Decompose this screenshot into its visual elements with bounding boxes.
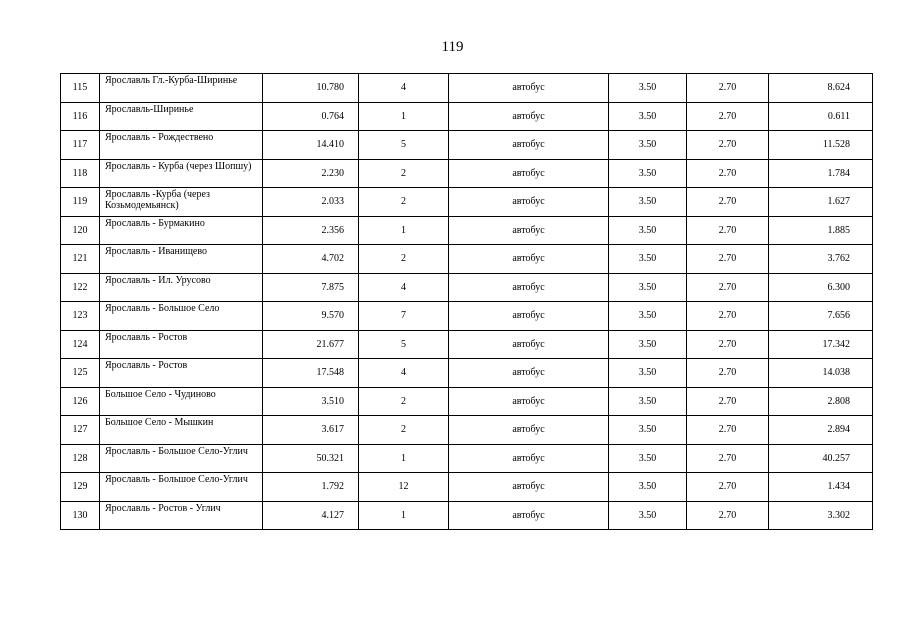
distance-cell: 10.780 [263,74,359,103]
row-number-cell: 116 [61,102,100,131]
value-1-cell: 3.50 [609,131,687,160]
count-cell: 2 [359,159,449,188]
value-1-cell: 3.50 [609,387,687,416]
value-1-cell: 3.50 [609,330,687,359]
table-row [61,216,873,245]
route-name-cell: Ярославль - Большое Село-Углич [100,473,263,502]
distance-cell: 4.127 [263,501,359,530]
distance-cell: 17.548 [263,359,359,388]
route-name-cell: Ярославль - Большое Село-Углич [100,444,263,473]
distance-cell: 4.702 [263,245,359,274]
distance-cell: 3.510 [263,387,359,416]
table-row [61,102,873,131]
distance-cell: 2.230 [263,159,359,188]
route-name-cell: Ярославль Гл.-Курба-Ширинье [100,74,263,103]
total-cell: 3.762 [769,245,873,274]
count-cell: 2 [359,245,449,274]
value-1-cell: 3.50 [609,216,687,245]
table-row [61,245,873,274]
count-cell: 4 [359,273,449,302]
count-cell: 4 [359,74,449,103]
row-number-cell: 120 [61,216,100,245]
value-2-cell: 2.70 [687,245,769,274]
value-1-cell: 3.50 [609,501,687,530]
table-row [61,444,873,473]
value-1-cell: 3.50 [609,302,687,331]
value-2-cell: 2.70 [687,473,769,502]
table-row [61,74,873,103]
total-cell: 3.302 [769,501,873,530]
count-cell: 2 [359,387,449,416]
count-cell: 4 [359,359,449,388]
routes-table [60,73,873,530]
distance-cell: 50.321 [263,444,359,473]
row-number-cell: 127 [61,416,100,445]
total-cell: 1.627 [769,188,873,217]
total-cell: 11.528 [769,131,873,160]
row-number-cell: 123 [61,302,100,331]
table-body [61,74,873,530]
route-name-cell: Большое Село - Мышкин [100,416,263,445]
distance-cell: 1.792 [263,473,359,502]
value-1-cell: 3.50 [609,473,687,502]
distance-cell: 3.617 [263,416,359,445]
table-row [61,131,873,160]
total-cell: 8.624 [769,74,873,103]
route-name-cell: Ярославль -Курба (через Козьмодемьянск) [100,188,263,217]
route-name-cell: Ярославль - Бурмакино [100,216,263,245]
total-cell: 14.038 [769,359,873,388]
distance-cell: 2.033 [263,188,359,217]
value-1-cell: 3.50 [609,74,687,103]
total-cell: 7.656 [769,302,873,331]
count-cell: 1 [359,216,449,245]
value-1-cell: 3.50 [609,102,687,131]
transport-type-cell: автобус [449,216,609,245]
transport-type-cell: автобус [449,359,609,388]
route-name-cell: Ярославль - Курба (через Шопшу) [100,159,263,188]
table-row [61,188,873,217]
count-cell: 5 [359,330,449,359]
value-1-cell: 3.50 [609,188,687,217]
value-2-cell: 2.70 [687,359,769,388]
value-2-cell: 2.70 [687,159,769,188]
row-number-cell: 115 [61,74,100,103]
transport-type-cell: автобус [449,188,609,217]
route-name-cell: Ярославль-Ширинье [100,102,263,131]
total-cell: 1.784 [769,159,873,188]
table-row [61,387,873,416]
count-cell: 2 [359,188,449,217]
distance-cell: 2.356 [263,216,359,245]
value-2-cell: 2.70 [687,501,769,530]
row-number-cell: 118 [61,159,100,188]
row-number-cell: 126 [61,387,100,416]
table-row [61,501,873,530]
distance-cell: 0.764 [263,102,359,131]
row-number-cell: 119 [61,188,100,217]
value-2-cell: 2.70 [687,330,769,359]
transport-type-cell: автобус [449,330,609,359]
row-number-cell: 117 [61,131,100,160]
value-1-cell: 3.50 [609,245,687,274]
count-cell: 1 [359,444,449,473]
route-name-cell: Ярославль - Ил. Урусово [100,273,263,302]
table-row [61,273,873,302]
value-2-cell: 2.70 [687,74,769,103]
transport-type-cell: автобус [449,131,609,160]
table-row [61,416,873,445]
total-cell: 17.342 [769,330,873,359]
total-cell: 1.434 [769,473,873,502]
table-row [61,330,873,359]
page-number: 119 [441,39,464,55]
transport-type-cell: автобус [449,102,609,131]
row-number-cell: 124 [61,330,100,359]
value-1-cell: 3.50 [609,159,687,188]
value-1-cell: 3.50 [609,273,687,302]
count-cell: 5 [359,131,449,160]
row-number-cell: 128 [61,444,100,473]
transport-type-cell: автобус [449,501,609,530]
row-number-cell: 125 [61,359,100,388]
value-2-cell: 2.70 [687,102,769,131]
count-cell: 12 [359,473,449,502]
distance-cell: 21.677 [263,330,359,359]
value-2-cell: 2.70 [687,216,769,245]
transport-type-cell: автобус [449,245,609,274]
value-2-cell: 2.70 [687,444,769,473]
row-number-cell: 121 [61,245,100,274]
count-cell: 7 [359,302,449,331]
route-name-cell: Ярославль - Ростов - Углич [100,501,263,530]
row-number-cell: 129 [61,473,100,502]
total-cell: 6.300 [769,273,873,302]
value-2-cell: 2.70 [687,416,769,445]
count-cell: 2 [359,416,449,445]
transport-type-cell: автобус [449,473,609,502]
transport-type-cell: автобус [449,273,609,302]
transport-type-cell: автобус [449,416,609,445]
route-name-cell: Ярославль - Ростов [100,330,263,359]
distance-cell: 7.875 [263,273,359,302]
table-row [61,302,873,331]
route-name-cell: Ярославль - Большое Село [100,302,263,331]
table-row [61,159,873,188]
value-2-cell: 2.70 [687,302,769,331]
route-name-cell: Ярославль - Ростов [100,359,263,388]
distance-cell: 14.410 [263,131,359,160]
route-name-cell: Большое Село - Чудиново [100,387,263,416]
transport-type-cell: автобус [449,74,609,103]
value-2-cell: 2.70 [687,273,769,302]
value-1-cell: 3.50 [609,416,687,445]
transport-type-cell: автобус [449,444,609,473]
row-number-cell: 130 [61,501,100,530]
total-cell: 2.894 [769,416,873,445]
table-row [61,473,873,502]
total-cell: 1.885 [769,216,873,245]
table-row [61,359,873,388]
value-1-cell: 3.50 [609,444,687,473]
value-2-cell: 2.70 [687,188,769,217]
transport-type-cell: автобус [449,159,609,188]
value-1-cell: 3.50 [609,359,687,388]
distance-cell: 9.570 [263,302,359,331]
total-cell: 40.257 [769,444,873,473]
count-cell: 1 [359,501,449,530]
total-cell: 0.611 [769,102,873,131]
count-cell: 1 [359,102,449,131]
value-2-cell: 2.70 [687,131,769,160]
row-number-cell: 122 [61,273,100,302]
route-name-cell: Ярославль - Рождествено [100,131,263,160]
transport-type-cell: автобус [449,387,609,416]
transport-type-cell: автобус [449,302,609,331]
total-cell: 2.808 [769,387,873,416]
route-name-cell: Ярославль - Иванищево [100,245,263,274]
value-2-cell: 2.70 [687,387,769,416]
